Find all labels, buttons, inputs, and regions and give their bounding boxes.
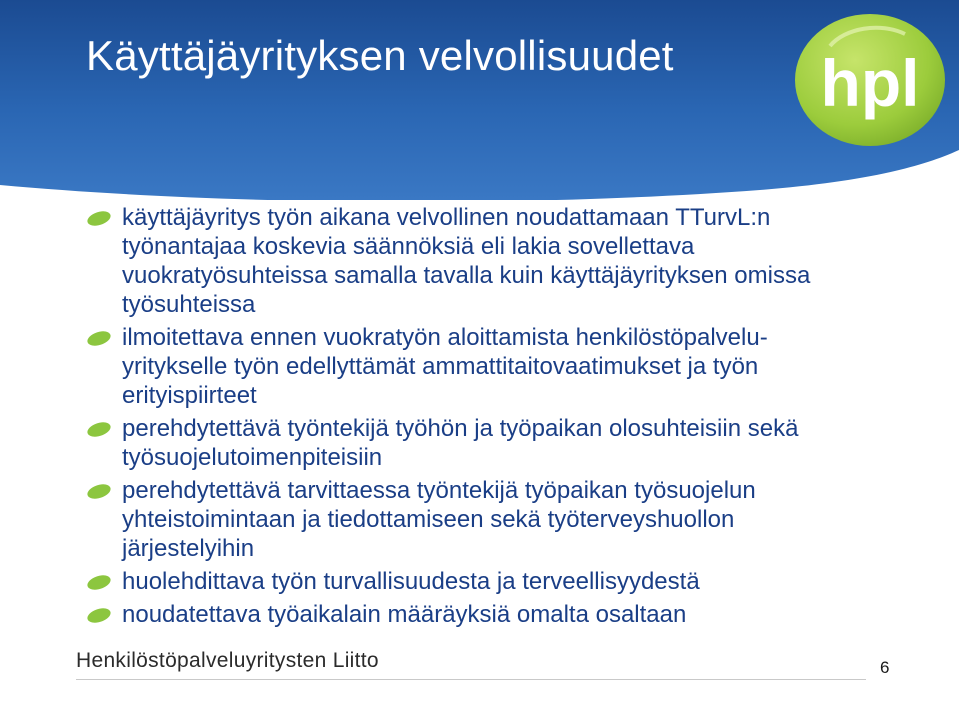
bullet-leaf-icon xyxy=(86,330,112,347)
bullet-item xyxy=(86,414,866,472)
bullet-leaf-icon xyxy=(86,483,112,500)
footer-organization: Henkilöstöpalveluyritysten Liitto xyxy=(76,649,379,672)
bullet-item xyxy=(86,567,866,596)
bullet-list xyxy=(86,203,866,633)
footer-divider xyxy=(76,679,866,680)
bullet-text: ilmoitettava ennen vuokratyön aloittamista henkilöstöpalvelu-yritykselle työn edellyttämät ammattitaitovaatimukset ja työn erityispiirteet xyxy=(122,324,768,409)
bullet-leaf-icon xyxy=(86,210,112,227)
bullet-text: perehdytettävä tarvittaessa työntekijä työpaikan työsuojelun yhteistoimintaan ja tiedottamiseen sekä työterveyshuollon järjestelyihin xyxy=(122,477,756,562)
bullet-item xyxy=(86,323,866,410)
logo-text: hpl xyxy=(820,46,920,120)
bullet-item xyxy=(86,600,866,629)
bullet-text: käyttäjäyritys työn aikana velvollinen noudattamaan TTurvL:n työnantajaa koskevia säännöksiä eli lakia sovellettava vuokratyösuhteissa samalla tavalla kuin käyttäjäyrityksen omissa työsuhteissa xyxy=(122,204,811,318)
bullet-text: noudatettava työaikalain määräyksiä omalta osaltaan xyxy=(122,601,687,628)
bullet-text: huolehdittava työn turvallisuudesta ja terveellisyydestä xyxy=(122,568,700,595)
bullet-item xyxy=(86,476,866,563)
hpl-logo xyxy=(790,8,950,158)
bullet-text: perehdytettävä työntekijä työhön ja työpaikan olosuhteisiin sekä työsuojelutoimenpiteisiin xyxy=(122,415,799,471)
slide-title: Käyttäjäyrityksen velvollisuudet xyxy=(86,32,674,79)
bullet-leaf-icon xyxy=(86,607,112,624)
page-number: 6 xyxy=(880,658,890,677)
bullet-leaf-icon xyxy=(86,421,112,438)
bullet-item xyxy=(86,203,866,319)
bullet-leaf-icon xyxy=(86,574,112,591)
